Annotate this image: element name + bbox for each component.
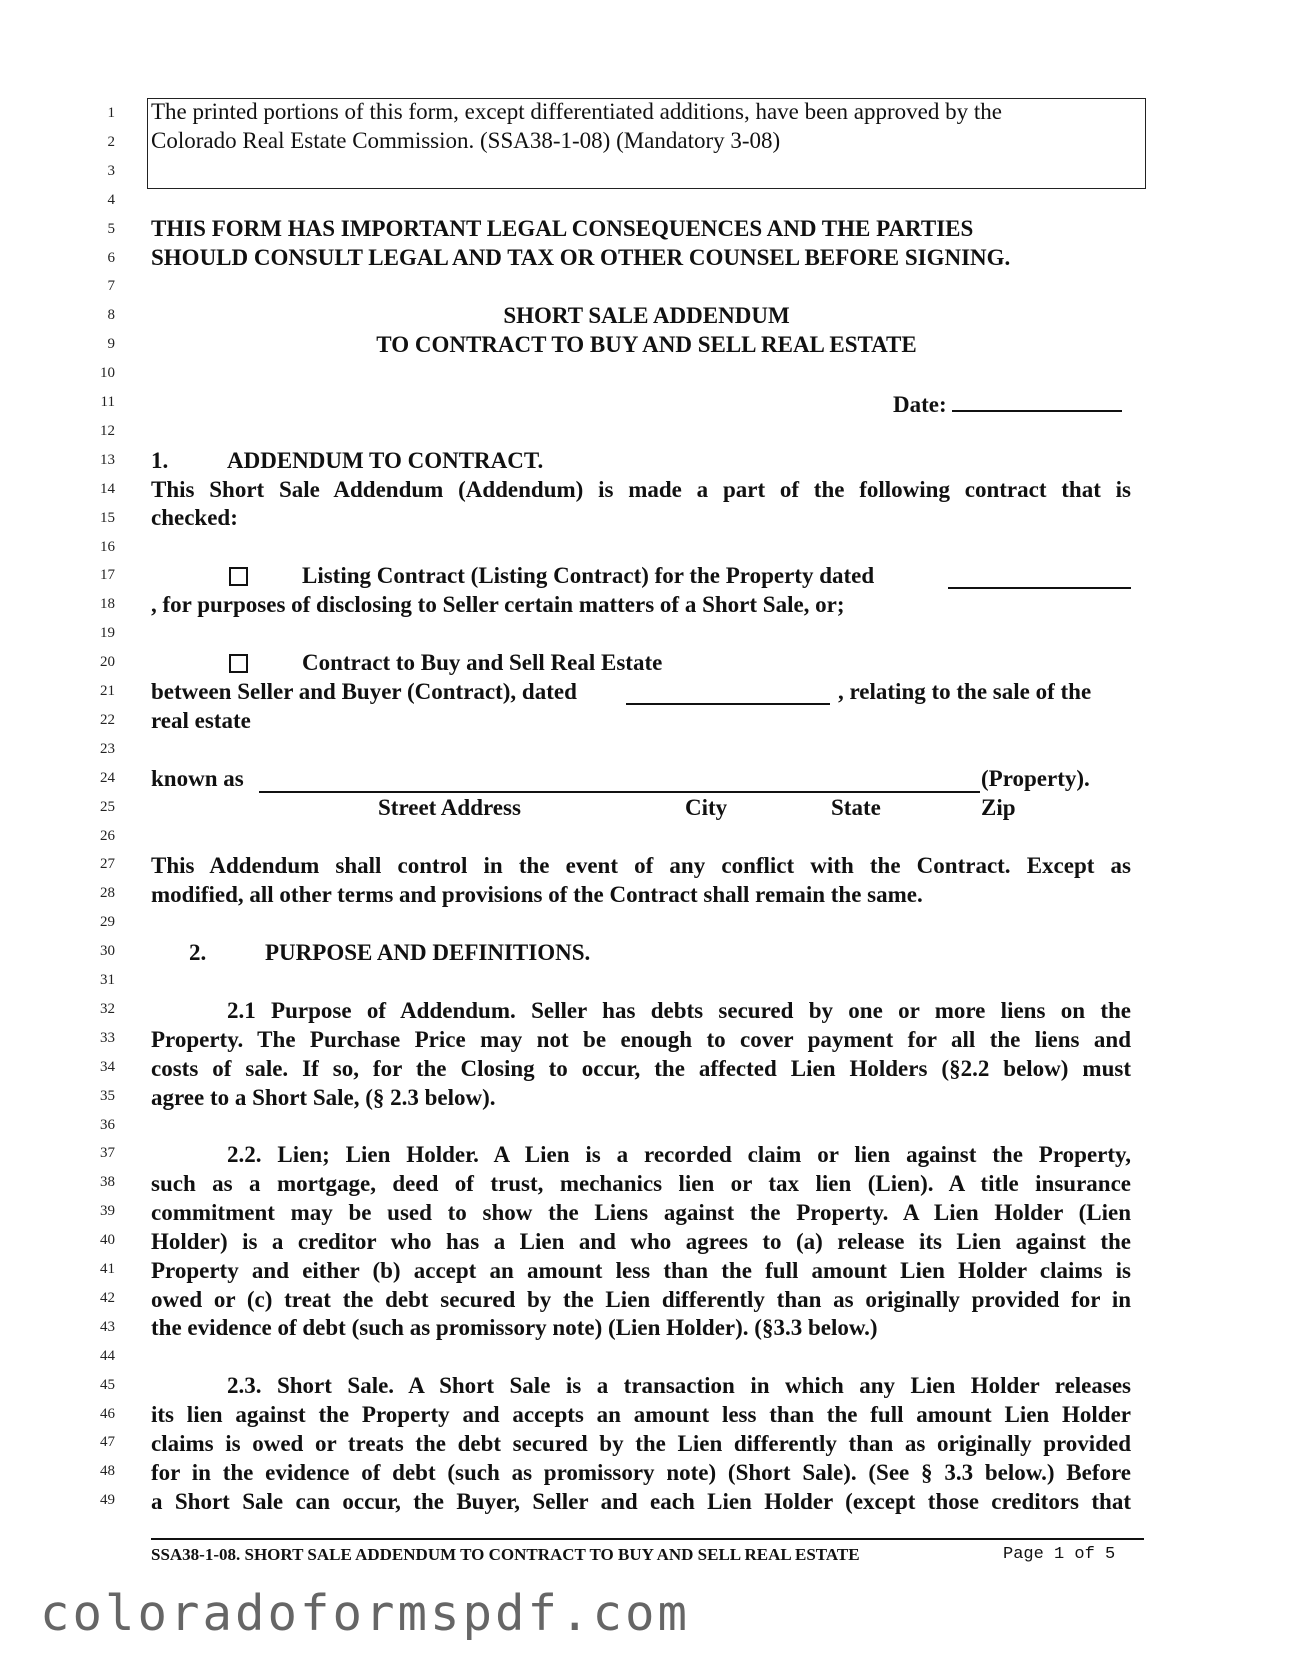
form-title-line-2: TO CONTRACT TO BUY AND SELL REAL ESTATE bbox=[376, 332, 917, 357]
line-number: 47 bbox=[100, 1434, 115, 1451]
warning-line-2: SHOULD CONSULT LEGAL AND TAX OR OTHER COUNSEL BEFORE SIGNING. bbox=[151, 245, 1011, 270]
line-number: 45 bbox=[100, 1376, 115, 1393]
line-number: 7 bbox=[107, 278, 115, 295]
line-number: 38 bbox=[100, 1174, 115, 1191]
line-number: 6 bbox=[107, 249, 115, 266]
paragraph-line: 2.2. Lien; Lien Holder. A Lien is a recorded claim or lien against the Property, bbox=[227, 1142, 1131, 1167]
paragraph-line: Property and either (b) accept an amount less than the full amount Lien Holder claims is bbox=[151, 1257, 1131, 1283]
listing-contract-date-line[interactable] bbox=[948, 567, 1131, 589]
footer-form-title: SSA38-1-08. SHORT SALE ADDENDUM TO CONTRACT TO BUY AND SELL REAL ESTATE bbox=[151, 1545, 860, 1564]
paragraph-line: owed or (c) treat the debt secured by the Lien differently than as originally provided for in bbox=[151, 1286, 1131, 1312]
line-number: 18 bbox=[100, 596, 115, 613]
control-clause-line-1: This Addendum shall control in the event of any conflict with the Contract. Except as bbox=[151, 853, 1131, 878]
line-number: 30 bbox=[100, 943, 115, 960]
line-number: 13 bbox=[100, 451, 115, 468]
line-number: 10 bbox=[100, 365, 115, 382]
purchase-contract-parties: between Seller and Buyer (Contract), dated bbox=[151, 679, 577, 704]
line-number: 29 bbox=[100, 914, 115, 931]
line-number: 39 bbox=[100, 1203, 115, 1220]
address-zip-caption: Zip bbox=[981, 795, 1016, 820]
footer-rule bbox=[151, 1538, 1144, 1540]
purchase-contract-real-estate: real estate bbox=[151, 708, 251, 733]
property-address-line[interactable] bbox=[259, 771, 980, 793]
line-number: 43 bbox=[100, 1318, 115, 1335]
line-number: 27 bbox=[100, 856, 115, 873]
line-number: 16 bbox=[100, 538, 115, 555]
line-number: 20 bbox=[100, 654, 115, 671]
line-number: 41 bbox=[100, 1261, 115, 1277]
property-suffix: (Property). bbox=[981, 766, 1090, 791]
approval-notice-line-2: Colorado Real Estate Commission. (SSA38-1-08) (Mandatory 3-08) bbox=[151, 128, 781, 153]
date-label: Date: bbox=[893, 392, 947, 417]
line-number: 28 bbox=[100, 885, 115, 902]
line-number: 40 bbox=[100, 1232, 115, 1249]
line-number: 14 bbox=[100, 480, 115, 497]
watermark: coloradoformspdf.com bbox=[40, 1585, 691, 1642]
paragraph-line: for in the evidence of debt (such as promissory note) (Short Sale). (See § 3.3 below.) Before bbox=[151, 1459, 1131, 1485]
section-1-intro-line-1: This Short Sale Addendum (Addendum) is made a part of the following contract that is bbox=[151, 477, 1131, 502]
line-number: 44 bbox=[100, 1347, 115, 1364]
line-number: 24 bbox=[100, 769, 115, 786]
date-input-line[interactable] bbox=[952, 390, 1122, 412]
line-number: 31 bbox=[100, 972, 115, 988]
warning-line-1: THIS FORM HAS IMPORTANT LEGAL CONSEQUENCES AND THE PARTIES bbox=[151, 216, 974, 241]
line-number: 21 bbox=[100, 683, 115, 699]
paragraph-line: a Short Sale can occur, the Buyer, Seller and each Lien Holder (except those creditors that bbox=[151, 1488, 1131, 1514]
footer-page-number: Page 1 of 5 bbox=[1003, 1545, 1116, 1564]
form-title-line-1: SHORT SALE ADDENDUM bbox=[503, 303, 790, 328]
paragraph-line: 2.1 Purpose of Addendum. Seller has debts secured by one or more liens on the bbox=[227, 998, 1131, 1023]
line-number: 1 bbox=[107, 105, 115, 121]
line-number: 46 bbox=[100, 1405, 115, 1422]
address-street-caption: Street Address bbox=[378, 795, 521, 820]
paragraph-line: 2.3. Short Sale. A Short Sale is a transaction in which any Lien Holder releases bbox=[227, 1373, 1131, 1398]
line-number: 35 bbox=[100, 1087, 115, 1104]
line-number: 36 bbox=[100, 1116, 115, 1133]
paragraph-line: claims is owed or treats the debt secured by the Lien differently than as originally provided bbox=[151, 1430, 1131, 1456]
line-number: 25 bbox=[100, 798, 115, 815]
paragraph-line: costs of sale. If so, for the Closing to occur, the affected Lien Holders (§2.2 below) must bbox=[151, 1055, 1131, 1081]
section-1-number: 1. bbox=[151, 448, 169, 473]
section-2-heading: PURPOSE AND DEFINITIONS. bbox=[265, 940, 591, 965]
address-state-caption: State bbox=[831, 795, 881, 820]
line-number: 34 bbox=[100, 1058, 115, 1075]
line-number: 49 bbox=[100, 1492, 115, 1509]
purchase-contract-checkbox[interactable] bbox=[229, 654, 248, 673]
known-as-label: known as bbox=[151, 766, 244, 791]
paragraph-line: Holder) is a creditor who has a Lien and who agrees to (a) release its Lien against the bbox=[151, 1228, 1131, 1254]
address-city-caption: City bbox=[685, 795, 728, 820]
line-number: 48 bbox=[100, 1463, 115, 1480]
line-number: 19 bbox=[100, 625, 115, 642]
purchase-contract-date-line[interactable] bbox=[626, 683, 830, 705]
paragraph-line: its lien against the Property and accepts an amount less than the full amount Lien Holder bbox=[151, 1401, 1131, 1427]
paragraph-line: the evidence of debt (such as promissory note) (Lien Holder). (§3.3 below.) bbox=[151, 1315, 878, 1341]
line-number: 33 bbox=[100, 1029, 115, 1046]
paragraph-line: agree to a Short Sale, (§ 2.3 below). bbox=[151, 1084, 496, 1110]
line-number: 37 bbox=[100, 1145, 115, 1162]
line-number: 32 bbox=[100, 1000, 115, 1017]
line-number: 17 bbox=[100, 567, 115, 584]
paragraph-line: commitment may be used to show the Liens against the Property. A Lien Holder (Lien bbox=[151, 1199, 1131, 1225]
line-number: 5 bbox=[107, 220, 115, 237]
line-number: 23 bbox=[100, 740, 115, 757]
line-number: 9 bbox=[107, 336, 115, 353]
line-number: 8 bbox=[107, 307, 115, 324]
purchase-contract-relating: , relating to the sale of the bbox=[838, 679, 1092, 704]
approval-notice-line-1: The printed portions of this form, except differentiated additions, have been approved by the bbox=[151, 99, 1002, 124]
control-clause-line-2: modified, all other terms and provisions of the Contract shall remain the same. bbox=[151, 882, 923, 907]
line-number: 3 bbox=[107, 162, 115, 179]
line-number: 4 bbox=[107, 191, 115, 208]
line-number: 11 bbox=[100, 394, 115, 410]
paragraph-line: Property. The Purchase Price may not be enough to cover payment for all the liens and bbox=[151, 1026, 1131, 1052]
listing-contract-checkbox[interactable] bbox=[229, 567, 248, 586]
paragraph-line: such as a mortgage, deed of trust, mechanics lien or tax lien (Lien). A title insurance bbox=[151, 1170, 1131, 1196]
line-number: 12 bbox=[100, 422, 115, 439]
line-number: 15 bbox=[100, 509, 115, 526]
purchase-contract-label: Contract to Buy and Sell Real Estate bbox=[302, 650, 663, 675]
section-1-intro-line-2: checked: bbox=[151, 505, 238, 530]
line-number: 22 bbox=[100, 711, 115, 728]
line-number: 2 bbox=[107, 133, 115, 150]
line-number: 42 bbox=[100, 1289, 115, 1306]
listing-contract-label: Listing Contract (Listing Contract) for the Property dated bbox=[302, 563, 875, 588]
listing-contract-purpose: , for purposes of disclosing to Seller certain matters of a Short Sale, or; bbox=[151, 592, 845, 617]
section-1-heading: ADDENDUM TO CONTRACT. bbox=[227, 448, 544, 473]
section-2-number: 2. bbox=[189, 940, 207, 965]
line-number: 26 bbox=[100, 827, 115, 844]
date-field bbox=[893, 390, 1122, 418]
